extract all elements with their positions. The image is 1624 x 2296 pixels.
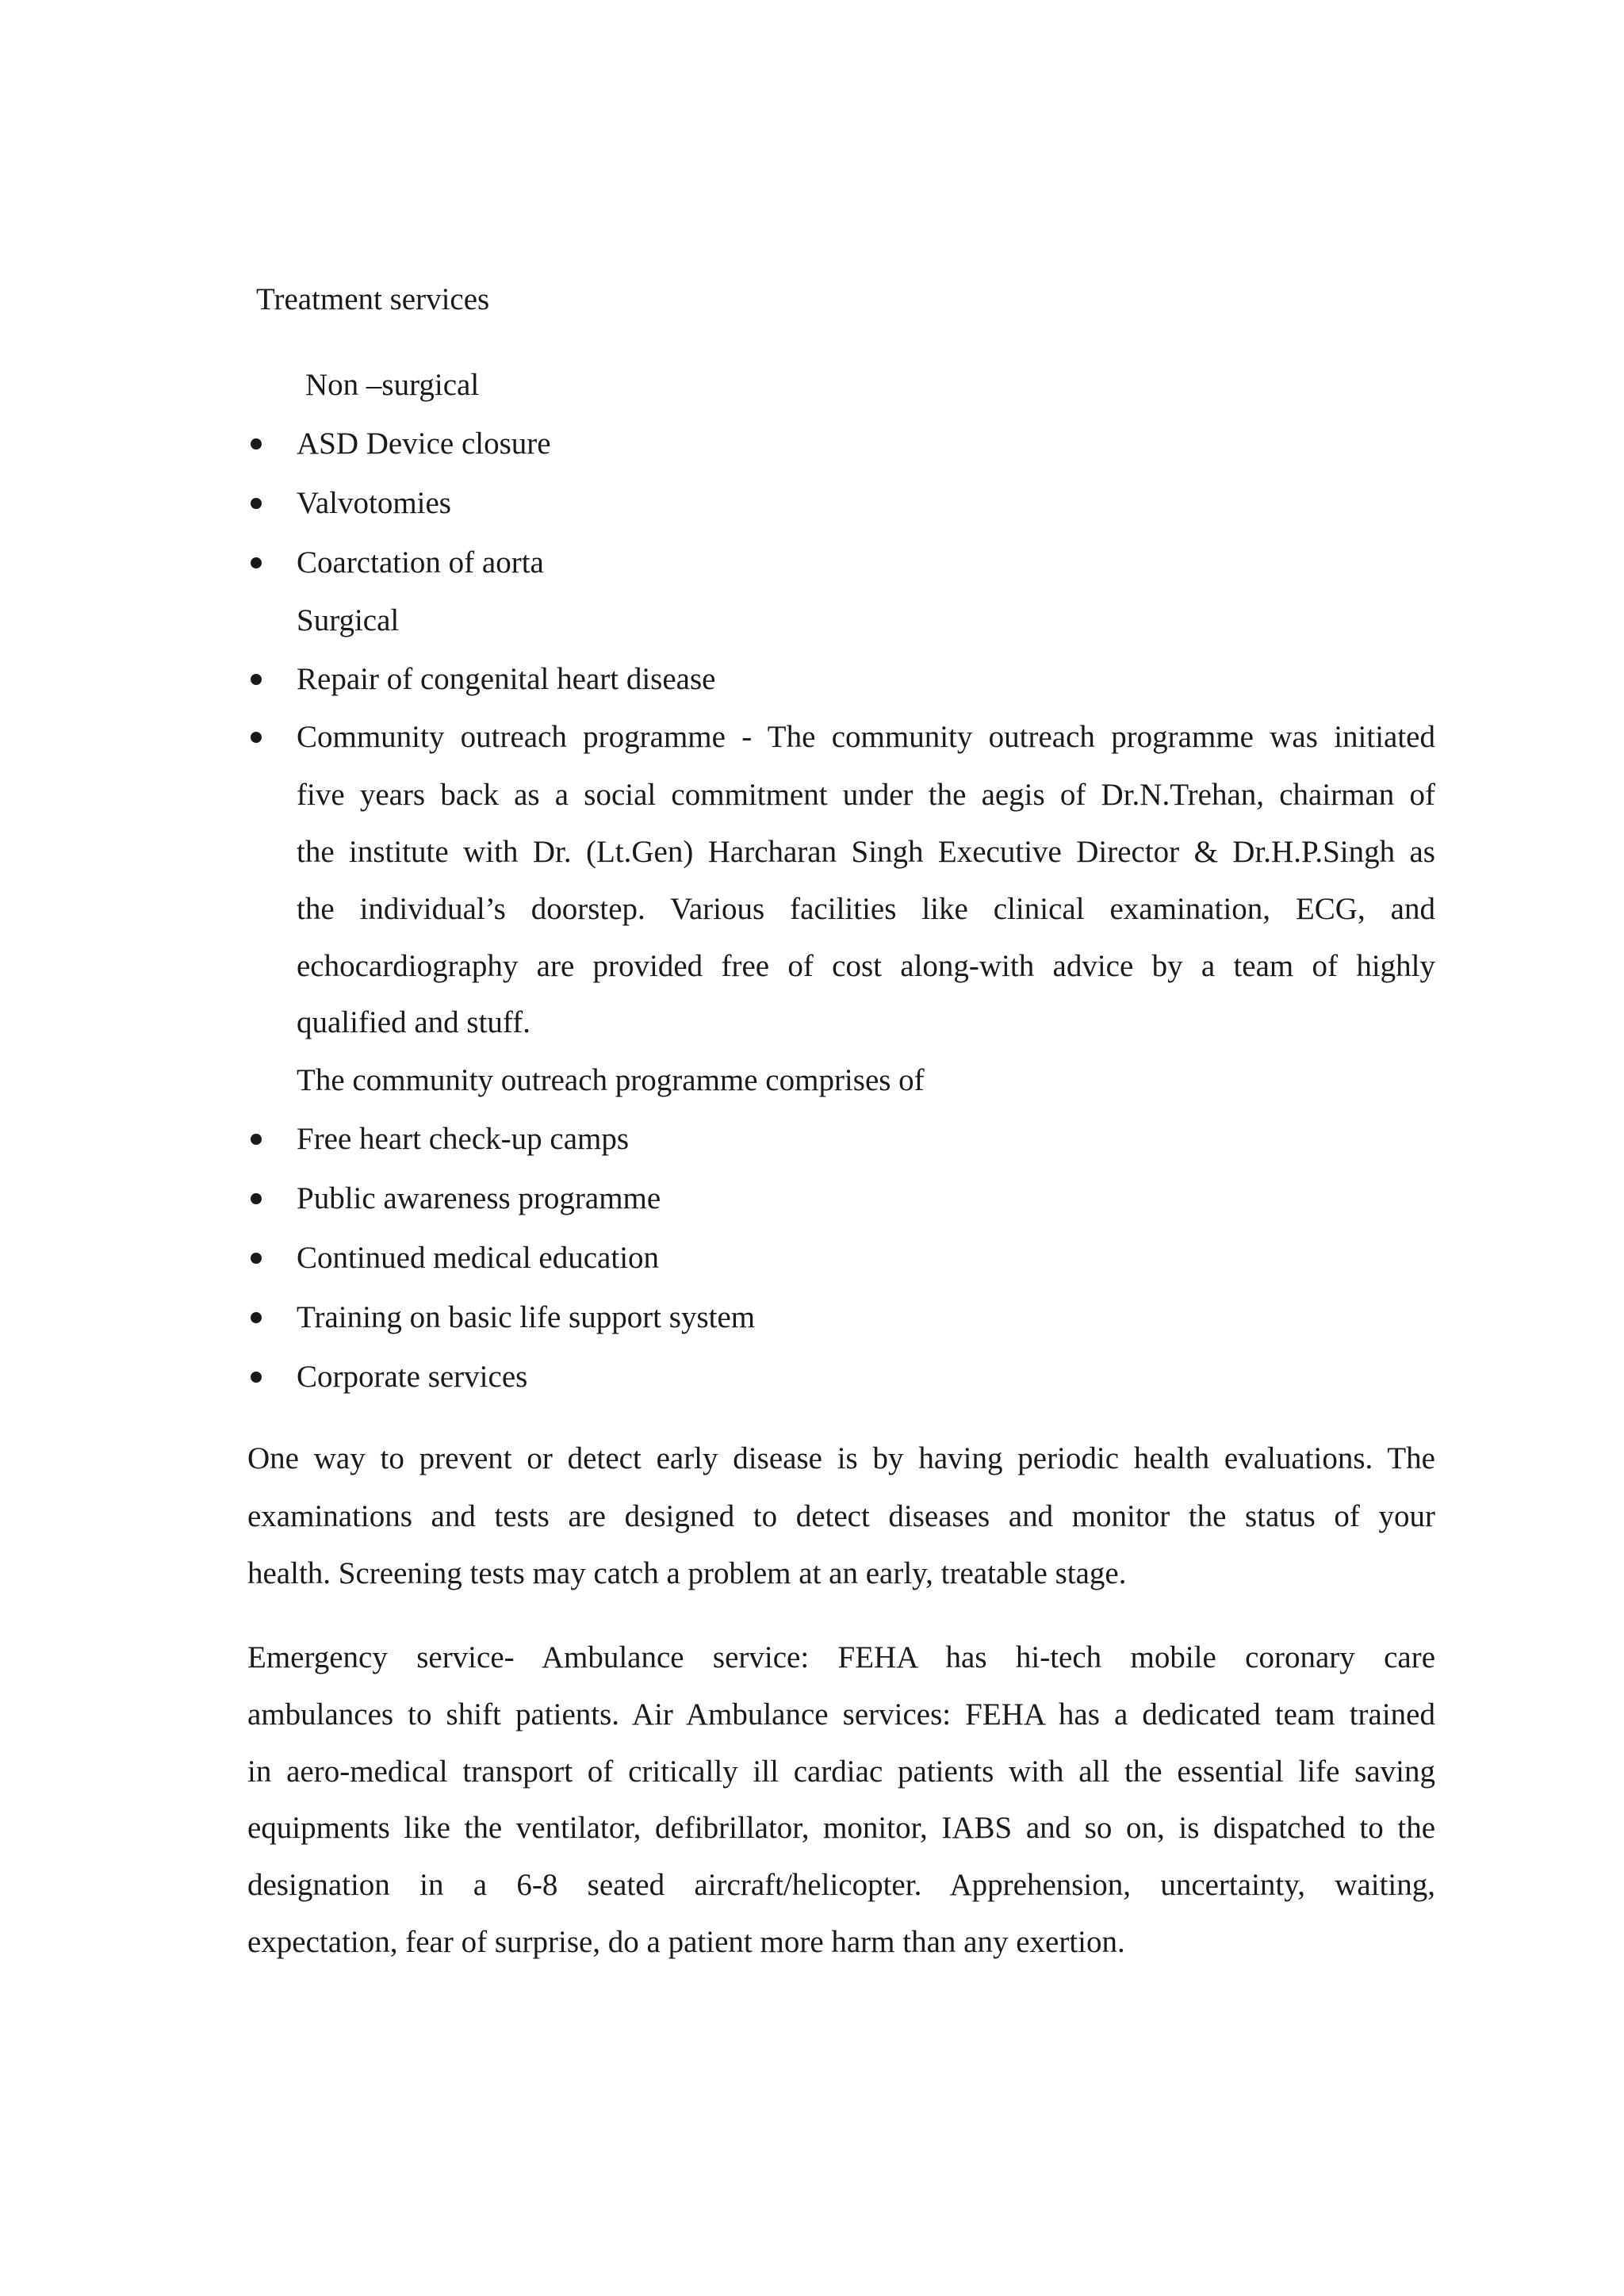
bullet-icon [251, 498, 262, 509]
community-line: echocardiography are provided free of cost along-with advice by a team of highly [297, 949, 1435, 983]
bullet-icon [251, 674, 262, 685]
paragraph-line: Emergency service- Ambulance service: FEHA has hi-tech mobile coronary care [247, 1640, 1435, 1674]
community-line: the individual’s doorstep. Various facilities like clinical examination, ECG, and [297, 892, 1435, 926]
paragraph-line: health. Screening tests may catch a problem at an early, treatable stage. [247, 1556, 1127, 1590]
list-item: Coarctation of aorta [297, 545, 544, 580]
bullet-icon [251, 1312, 262, 1323]
non-surgical-label: Non –surgical [305, 368, 480, 402]
community-line: five years back as a social commitment under the aegis of Dr.N.Trehan, chairman of [297, 778, 1435, 812]
bullet-icon [251, 1193, 262, 1204]
list-item: Repair of congenital heart disease [297, 662, 716, 696]
bullet-icon [251, 557, 262, 568]
list-item: Free heart check-up camps [297, 1122, 630, 1156]
bullet-icon [251, 1372, 262, 1383]
bullet-icon [251, 438, 262, 450]
community-comprises-label: The community outreach programme comprises of [297, 1063, 925, 1097]
community-line: Community outreach programme - The community outreach programme was initiated [297, 720, 1435, 754]
bullet-icon [251, 1134, 262, 1145]
bullet-icon [251, 732, 262, 743]
community-line: the institute with Dr. (Lt.Gen) Harcharan Singh Executive Director & Dr.H.P.Singh as [297, 835, 1435, 869]
paragraph-line: examinations and tests are designed to detect diseases and monitor the status of your [247, 1499, 1435, 1533]
paragraph-line: ambulances to shift patients. Air Ambulance services: FEHA has a dedicated team trained [247, 1697, 1435, 1732]
list-item: Continued medical education [297, 1241, 660, 1275]
page-heading: Treatment services [256, 282, 490, 316]
paragraph-line: designation in a 6-8 seated aircraft/helicopter. Apprehension, uncertainty, waiting, [247, 1868, 1435, 1902]
surgical-label: Surgical [297, 603, 400, 637]
list-item: Corporate services [297, 1360, 528, 1394]
list-item: Valvotomies [297, 486, 451, 520]
list-item: Training on basic life support system [297, 1300, 756, 1334]
paragraph-line: One way to prevent or detect early disease is by having periodic health evaluations. The [247, 1441, 1435, 1475]
community-line: qualified and stuff. [297, 1005, 530, 1039]
paragraph-line: expectation, fear of surprise, do a patient more harm than any exertion. [247, 1925, 1125, 1959]
list-item: Public awareness programme [297, 1181, 661, 1215]
paragraph-line: equipments like the ventilator, defibrillator, monitor, IABS and so on, is dispatched to the [247, 1811, 1435, 1845]
list-item: ASD Device closure [297, 427, 551, 461]
paragraph-line: in aero-medical transport of critically ill cardiac patients with all the essential life saving [247, 1755, 1435, 1789]
bullet-icon [251, 1253, 262, 1264]
